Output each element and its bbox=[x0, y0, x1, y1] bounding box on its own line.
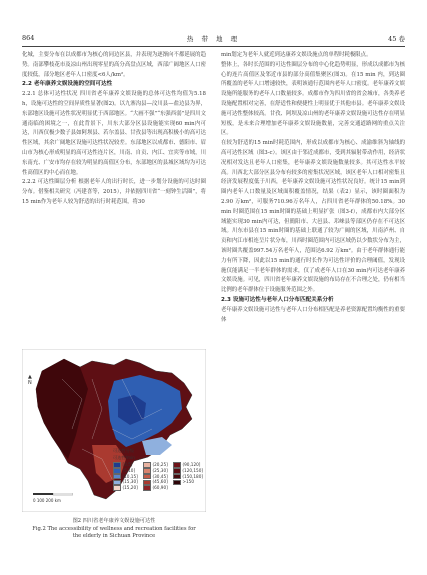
page-number: 864 bbox=[22, 34, 35, 42]
legend-label: (20,25] bbox=[152, 461, 168, 467]
section-heading-2-3: 2.3 设施可达性与老年人口分布匹配关系分析 bbox=[221, 296, 334, 303]
legend-label: (90,120] bbox=[182, 461, 201, 467]
legend-rows bbox=[113, 462, 205, 491]
legend-swatch bbox=[143, 485, 151, 491]
left-paragraph-3: 2.2.2 可达性圈层分析 根据老年人的出行时长，进一步划分设施的可达时圈分布。借鉴相关研究（冯建喜等，2015），并依据四川省“一刻钟生活圈”，将15 min作为老年人较为舒适的出行时耗范围，将30 bbox=[22, 179, 206, 205]
right-paragraph-3: 在较为舒适的15 min时耗范围内，形成以成都市为核心、成渝维斜为轴线的高可达性区域（图3-c）。该区由于邻近成都市，受到其辐射带动作用，经济状况相对发达且老年人口密集，老年康养文娱设施数量较多。其可达性水平较高。川西北大部分区县分布有较多的密集状况区域，该区老年人口相对密集且经济发展程度低于川西，老年康养文娱设施可达性状况良好。统计15 min到圈内老年人口数量及区域面积覆盖情况，结果（表2）显示，该时圈面积为2.90 万km²，可服务710.96万名年人，占四川省老年群体的50.18%。30 min 时圈范围在15 min时圈的基础上明显扩张（图3-f），成都市内大部分区域能实现30 min内可达，但簡阳市、大邑县、邛崃县等部区仍存在不可达区域。川东市县在15 min时圈的基础上联通了较为广阔的区域，川南泸州、自贡和内江市相连呈片状分布，川西时圈范围内可达区域仍以少数状分布为主，该时圈共覆盖997.54万名老年人，范围达6.92 万km²。由于老年群体通行能力有所下降，因此以15 min的通行时长作为可达性评价的合理阈值，发现设施仅能满足一半老年群体的需求，仅了成老年人口在30 min内可达老年康养文娱设施。可见，四川省老年康养文娱设施的布局存在不合理之处，仍有相当比例的老年群体位于设施服务范围之外。 bbox=[221, 140, 405, 294]
scale-bar-graphic bbox=[33, 493, 73, 497]
legend-title: 可达性分级 bbox=[113, 448, 134, 453]
legend-label: (60,90] bbox=[152, 485, 168, 491]
legend-swatch bbox=[173, 480, 181, 486]
right-paragraph-1: min划定为老年人就近到达康养文娱设施点的单程时耗极限点。 bbox=[221, 52, 372, 58]
legend-label: (25,30] bbox=[152, 467, 168, 473]
left-paragraph-2: 2.2.1 总体可达性状况 四川省老年康养文娱设施的总体可达性均值为5.18 h，设施可达性的空间异质性显著(图2)。以九寨沟县—汶川县—盐边县为界，东部地区设施可达性状况明显优于西部地区。“大画不强”“东强西弱”是四川文通南临的困境之一，在此背景下，川东大部分区县设施能实现60 min内可达，川西仅极少数子县如阿坝县、若尔盖县、甘孜县等出现高积极小的高可达性区域，其余广阔地区设施可达性状况较差。东部地区以成都市、德阳市、眉山市为核心形成明显的高可达性连片区，川南、自贡、内江、宜宾等市域，川东南充、广安市均存在较为明显的高值区分布，东部地区的县城区域均为可达性高值区的中心而在地。 bbox=[22, 91, 206, 176]
legend-label: (15,20] bbox=[122, 485, 138, 491]
legend-item bbox=[143, 485, 173, 491]
journal-title: 热 带 地 理 bbox=[186, 35, 241, 43]
legend-label: (10,15] bbox=[122, 473, 138, 479]
figure-caption bbox=[22, 518, 206, 541]
legend-label: (120,150] bbox=[182, 467, 203, 473]
legend-row bbox=[113, 485, 205, 491]
header-rule bbox=[22, 46, 405, 47]
legend-label: (15,30] bbox=[122, 479, 138, 485]
left-paragraph-1: 化城，主要分布在以成都市为核心的同边区县，并表现为逐渐向不都延展的趋势。南部攀枝花市及凉山州出现零星的高分高盘点区域，西部广阔地区人口密度较低，部分地区老年人口密度<6人/km²。 bbox=[22, 52, 206, 78]
north-label: N bbox=[28, 380, 32, 386]
right-column bbox=[221, 51, 405, 573]
legend-label: (30,45] bbox=[152, 473, 168, 479]
legend-label: (5,10] bbox=[122, 467, 136, 473]
legend-column-label: 可达性/min bbox=[113, 455, 135, 460]
north-arrow-icon: ▲ bbox=[28, 374, 32, 380]
left-column bbox=[22, 51, 206, 343]
scale-label: 0 100 200 km bbox=[33, 498, 61, 503]
legend-label: (150,180] bbox=[182, 473, 203, 479]
legend-item bbox=[173, 479, 203, 485]
legend-label: (45,60] bbox=[152, 479, 168, 485]
caption-cn: 图2 四川省老年康养文娱设施可达性 bbox=[72, 518, 156, 524]
legend-swatch bbox=[113, 485, 121, 491]
legend-item bbox=[113, 485, 143, 491]
caption-en-line-2: the elderly in Sichuan Province bbox=[72, 533, 156, 539]
volume-label: 45 卷 bbox=[388, 35, 405, 43]
north-arrow bbox=[28, 374, 32, 386]
legend-label: >150 bbox=[182, 479, 195, 485]
map-legend bbox=[113, 448, 205, 491]
caption-en-line-1: Fig.2 The accessibility of wellness and recreation facilities for bbox=[32, 525, 196, 532]
scale-bar bbox=[33, 493, 73, 503]
legend-label: [0,5] bbox=[122, 461, 133, 467]
section-heading-2-2: 2.2 老年康养文娱设施的空间可达性 bbox=[22, 81, 113, 88]
right-paragraph-4: 老年康养文娱设施可达性与老年人口分布相匹配是养老资源配置均衡性的重要体 bbox=[221, 306, 405, 323]
right-paragraph-2: 整体上，各时长范围的可达性圈层分布的中心化趋势明显，形成以成都市为核心的连片高值区及邻近市县的部分高值集聚区(图3)。在15 min 内，到达圈所覆盖的老年人口增速较快，表明该通行范围内老年人口密度。老年康养文娱设施所能服务的老年人口数量较多。成都市作为四川省的省会城市，各类养老设施配置相对完善，在舒适性和便捷性上明显优于其他市县。老年康养文娱设施可达性整体较高。甘孜、阿坝及凉山州的老年康养文娱设施可达性存在明显短板，是未来合理增加老年康养文娱设施数量，完善交通道路网的重点关注区。 bbox=[221, 61, 405, 137]
